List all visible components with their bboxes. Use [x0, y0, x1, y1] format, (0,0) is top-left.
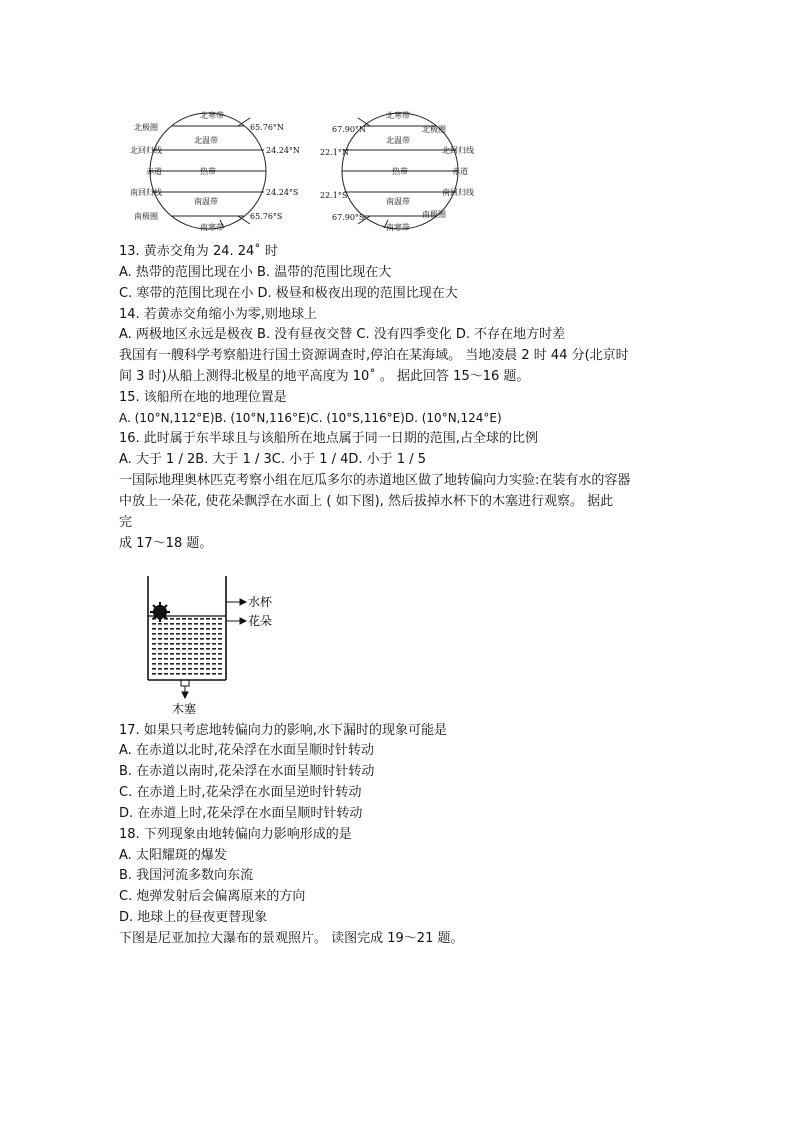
q14-stem: 14. 若黄赤交角缩小为零,则地球上	[119, 307, 317, 322]
lbl: 67.90°N	[332, 125, 366, 134]
lbl: 北极圈	[422, 125, 446, 134]
earth-zones-figure	[130, 108, 490, 238]
q15-stem: 15. 该船所在地的地理位置是	[119, 390, 287, 405]
q17-option-d: D. 在赤道上时,花朵浮在水面呈顺时针转动	[119, 806, 363, 821]
lbl: 南极圈	[134, 212, 158, 221]
lbl: 热带	[200, 167, 216, 176]
lbl: 南回归线	[130, 188, 162, 197]
lbl: 22.1°N	[320, 148, 349, 157]
lbl: 南寒带	[386, 223, 410, 232]
lbl: 67.90°S	[332, 213, 365, 222]
lbl: 热带	[392, 167, 408, 176]
passage2-line-3: 完	[119, 515, 133, 530]
lbl: 南温带	[386, 197, 410, 206]
lbl: 南寒带	[200, 223, 224, 232]
lbl: 北回归线	[442, 146, 474, 155]
q15-options: A. (10°N,112°E)B. (10°N,116°E)C. (10°S,116°E)D. (10°N,124°E)	[119, 411, 502, 425]
lbl: 南温带	[194, 197, 218, 206]
lbl: 22.1°S	[320, 191, 348, 200]
lbl: 赤道	[146, 167, 162, 176]
lbl: 24.24°S	[266, 188, 299, 197]
flower-label: 花朵	[248, 614, 273, 628]
passage3-line: 下图是尼亚加拉大瀑布的景观照片。 读图完成 19～21 题。	[119, 931, 464, 946]
lbl: 北温带	[386, 136, 410, 145]
cup-label: 水杯	[248, 595, 273, 609]
q18-stem: 18. 下列现象由地转偏向力影响形成的是	[119, 827, 352, 842]
lbl: 北回归线	[130, 146, 162, 155]
q16-stem: 16. 此时属于东半球且与该船所在地点属于同一日期的范围,占全球的比例	[119, 431, 538, 446]
passage2-line-2: 中放上一朵花, 使花朵飘浮在水面上 ( 如下图), 然后拔掉水杯下的木塞进行观察。 据此	[119, 494, 614, 509]
lbl: 赤道	[452, 167, 468, 176]
q13-options-ab: A. 热带的范围比现在小 B. 温带的范围比现在大	[119, 265, 392, 280]
lbl: 北寒带	[200, 111, 224, 120]
q17-option-c: C. 在赤道上时,花朵浮在水面呈逆时针转动	[119, 785, 362, 800]
q17-stem: 17. 如果只考虑地转偏向力的影响,水下漏时的现象可能是	[119, 723, 447, 738]
q14-options: A. 两极地区永远是极夜 B. 没有昼夜交替 C. 没有四季变化 D. 不存在地方时差	[119, 327, 566, 342]
lbl: 北寒带	[386, 111, 410, 120]
lbl: 北极圈	[134, 123, 158, 132]
passage-line-2: 间 3 时)从船上测得北极星的地平高度为 10˚ 。 据此回答 15～16 题。	[119, 369, 530, 384]
lbl: 65.76°S	[250, 212, 283, 221]
lbl: 南极圈	[422, 210, 446, 219]
lbl: 北温带	[194, 136, 218, 145]
cup-svg	[140, 572, 290, 717]
flower-icon	[150, 602, 170, 622]
q17-option-a: A. 在赤道以北时,花朵浮在水面呈顺时针转动	[119, 743, 375, 758]
q17-option-b: B. 在赤道以南时,花朵浮在水面呈顺时针转动	[119, 764, 375, 779]
q18-option-b: B. 我国河流多数向东流	[119, 868, 254, 883]
passage-line-1: 我国有一艘科学考察船进行国土资源调查时,停泊在某海域。 当地凌晨 2 时 44 分(北京时	[119, 348, 629, 363]
q18-option-a: A. 太阳耀斑的爆发	[119, 848, 227, 863]
lbl: 65.76°N	[250, 123, 284, 132]
lbl: 南回归线	[442, 188, 474, 197]
lbl: 24.24°N	[266, 146, 300, 155]
q13-options-cd: C. 寒带的范围比现在小 D. 极昼和极夜出现的范围比现在大	[119, 286, 458, 301]
earth-zones-svg	[130, 108, 490, 234]
q18-option-c: C. 炮弹发射后会偏离原来的方向	[119, 889, 306, 904]
coriolis-cup-figure	[140, 572, 290, 721]
plug-label: 木塞	[172, 702, 197, 716]
q16-options: A. 大于 1 / 2B. 大于 1 / 3C. 小于 1 / 4D. 小于 1 / 5	[119, 452, 427, 467]
passage2-line-1: 一国际地理奥林匹克考察小组在厄瓜多尔的赤道地区做了地转偏向力实验:在装有水的容器	[119, 473, 631, 488]
q13-stem: 13. 黄赤交角为 24. 24˚ 时	[119, 244, 278, 259]
water-body	[150, 618, 224, 678]
q18-option-d: D. 地球上的昼夜更替现象	[119, 910, 268, 925]
passage2-line-4: 成 17～18 题。	[119, 536, 213, 551]
